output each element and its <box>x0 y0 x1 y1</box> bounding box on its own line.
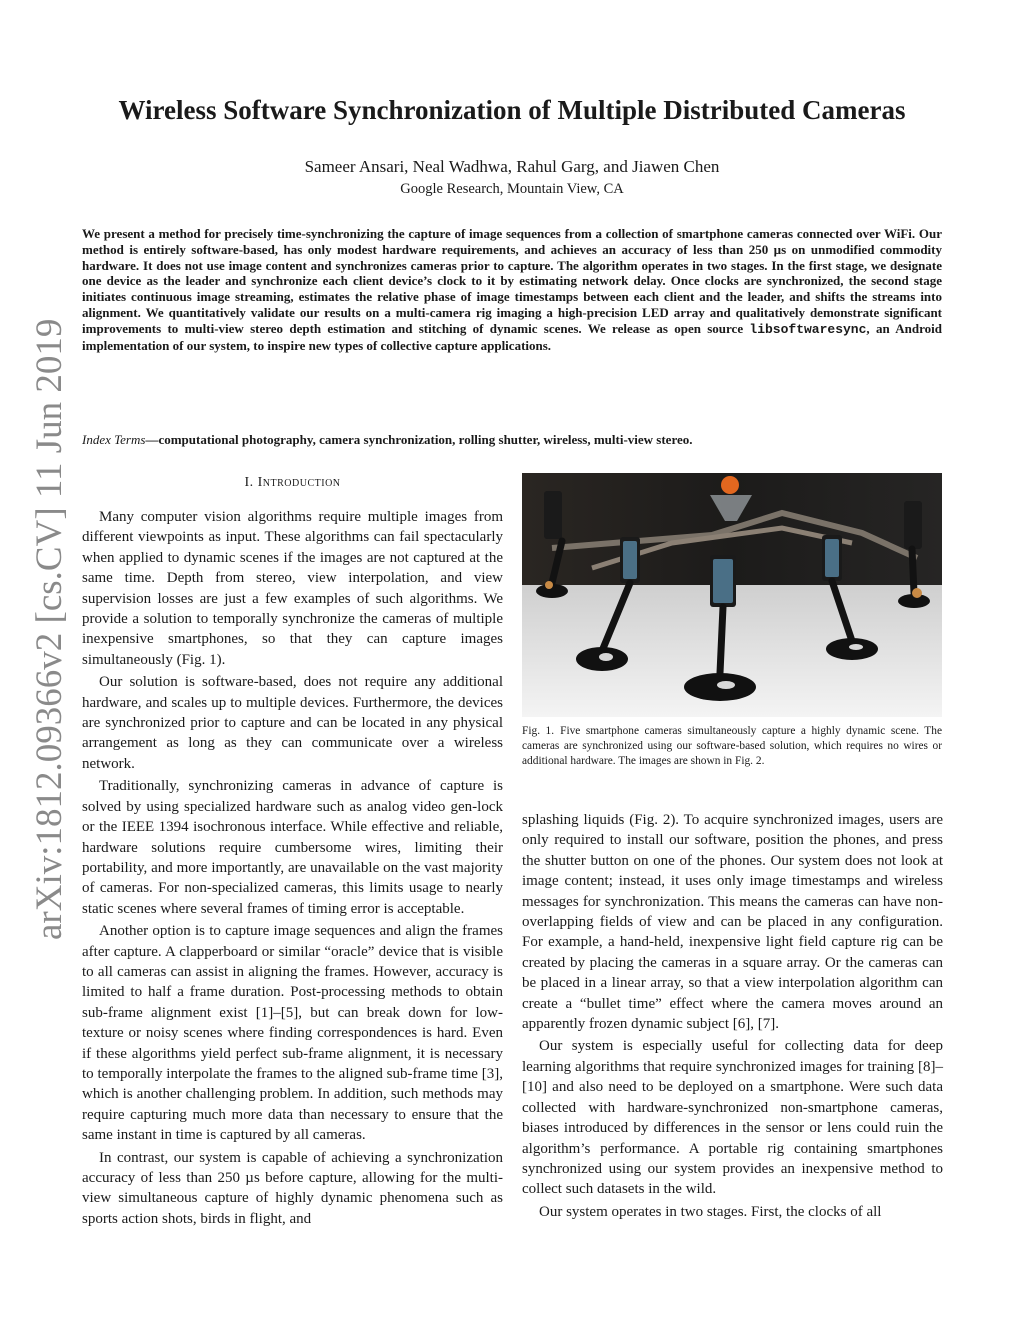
abstract-text-end: , an Android implementation of our system, to inspire new types of collective capture applications. <box>82 320 942 353</box>
section-heading <box>82 474 503 492</box>
camera-rig-photo <box>522 473 942 717</box>
paragraph: splashing liquids (Fig. 2). To acquire synchronized images, users are only required to install our software, position the phones, and press the shutter button on one of the phones. Our system does not look at image content; instead, it uses only image timestamps and wireless messages for synchronization. This means the cameras can have non-overlapping fields of view and can be placed in any configuration. For example, a hand-held, inexpensive light field capture rig can be created by placing the cameras in a square array. Or the cameras can be placed in a linear array, so that a view interpolation algorithm can create a “bullet time” effect where the camera moves around an apparently frozen dynamic subject [6], [7]. <box>522 812 943 1033</box>
arxiv-stamp: arXiv:1812.09366v2 [cs.CV] 11 Jun 2019 <box>29 318 70 940</box>
figure-label: Fig. 1. <box>522 725 555 737</box>
abstract-code-name: libsoftwaresync <box>749 321 867 337</box>
figure-caption <box>522 724 942 769</box>
abstract <box>82 226 942 353</box>
index-terms <box>82 432 942 448</box>
paragraph: Many computer vision algorithms require multiple images from different viewpoints as input. These algorithms can fail spectacularly when applied to dynamic scenes if the images are not captured at the same time. Depth from stereo, view interpolation, and view supervision losses are just a few examples of such algorithms. We provide a solution to temporally synchronize the cameras of multiple inexpensive smartphones, so that they can capture images simultaneously (Fig. 1). <box>82 509 503 668</box>
section-number: I. <box>244 475 254 490</box>
index-terms-label: Index Terms <box>82 432 146 447</box>
left-column <box>82 507 503 1229</box>
index-terms-text: —computational photography, camera synchronization, rolling shutter, wireless, multi-view stereo. <box>145 432 693 447</box>
author-list: Sameer Ansari, Neal Wadhwa, Rahul Garg, and Jiawen Chen <box>304 157 720 176</box>
paragraph: Our system operates in two stages. First, the clocks of all <box>539 1203 882 1220</box>
paragraph: In contrast, our system is capable of achieving a synchronization accuracy of less than 250 µs before capture, allowing for the multi-view simultaneous capture of highly dynamic phenomena such as sports action shots, birds in flight, and <box>82 1149 503 1227</box>
section-title: Introduction <box>257 475 341 490</box>
paragraph: Our system is especially useful for collecting data for deep learning algorithms that require synchronized images for training [8]–[10] and also need to be deployed on a smartphone. Were such data collected with hardware-synchronized non-smartphone cameras, biases introduced by differences in the sensor or lens could ruin the algorithm’s performance. A portable rig containing smartphones synchronized using our system provides an inexpensive method to collect such datasets in the wild. <box>522 1038 943 1198</box>
right-column <box>522 810 943 1222</box>
paper-title: Wireless Software Synchronization of Multiple Distributed Cameras <box>118 95 906 125</box>
figure-caption-text: Five smartphone cameras simultaneously capture a highly dynamic scene. The cameras are synchronized using our software-based solution, which requires no wires or additional hardware. The images are shown in Fig. 2. <box>522 725 942 767</box>
abstract-text: We present a method for precisely time-synchronizing the capture of image sequences from a collection of smartphone cameras connected over WiFi. Our method is entirely software-based, has only modest hardware requirements, and achieves an accuracy of less than 250 µs on unmodified commodity hardware. It does not use image content and synchronizes cameras prior to capture. The algorithm operates in two stages. In the first stage, we designate one device as the leader and synchronize each client device’s clock to it by estimating network delay. Once clocks are synchronized, the second stage initiates continuous image streaming, estimates the relative phase of image timestamps between each client and the leader, and shifts the streams into alignment. We quantitatively validate our results on a multi-camera rig imaging a high-precision LED array and qualitatively demonstrate significant improvements to multi-view stereo depth estimation and stitching of dynamic scenes. We release as open source <box>82 226 942 336</box>
affiliation: Google Research, Mountain View, CA <box>400 181 624 197</box>
paragraph: Another option is to capture image sequences and align the frames after capture. A clapperboard or similar “oracle” device that is visible to all cameras can assist in aligning the frames. However, accuracy is limited to half a frame duration. Post-processing methods to obtain sub-frame alignment exist [1]–[5], but can break down for low-texture or noisy scenes where finding correspondences is hard. Even if these algorithms yield perfect sub-frame alignment, it is necessary to temporally interpolate the frames to the aligned sub-frame time [3], which is another challenging problem. In addition, such methods may require capturing much more data than necessary to ensure that the same instant in time is captured by all cameras. <box>82 923 503 1144</box>
paragraph: Our solution is software-based, does not require any additional hardware, and scales up to multiple devices. Furthermore, the devices are synchronized prior to capture and can be located in any physical arrangement as long as they can communicate over a wireless network. <box>82 674 503 772</box>
paragraph: Traditionally, synchronizing cameras in advance of capture is solved by using specialized hardware such as analog video gen-lock or the IEEE 1394 isochronous interface. While effective and reliable, hardware solutions require cumbersome wires, limiting their portability, and more importantly, are unavailable on the vast majority of cameras. For non-specialized cameras, this limits usage to nearly static scenes where several frames of timing error is acceptable. <box>82 778 503 917</box>
figure-photo <box>522 473 942 717</box>
